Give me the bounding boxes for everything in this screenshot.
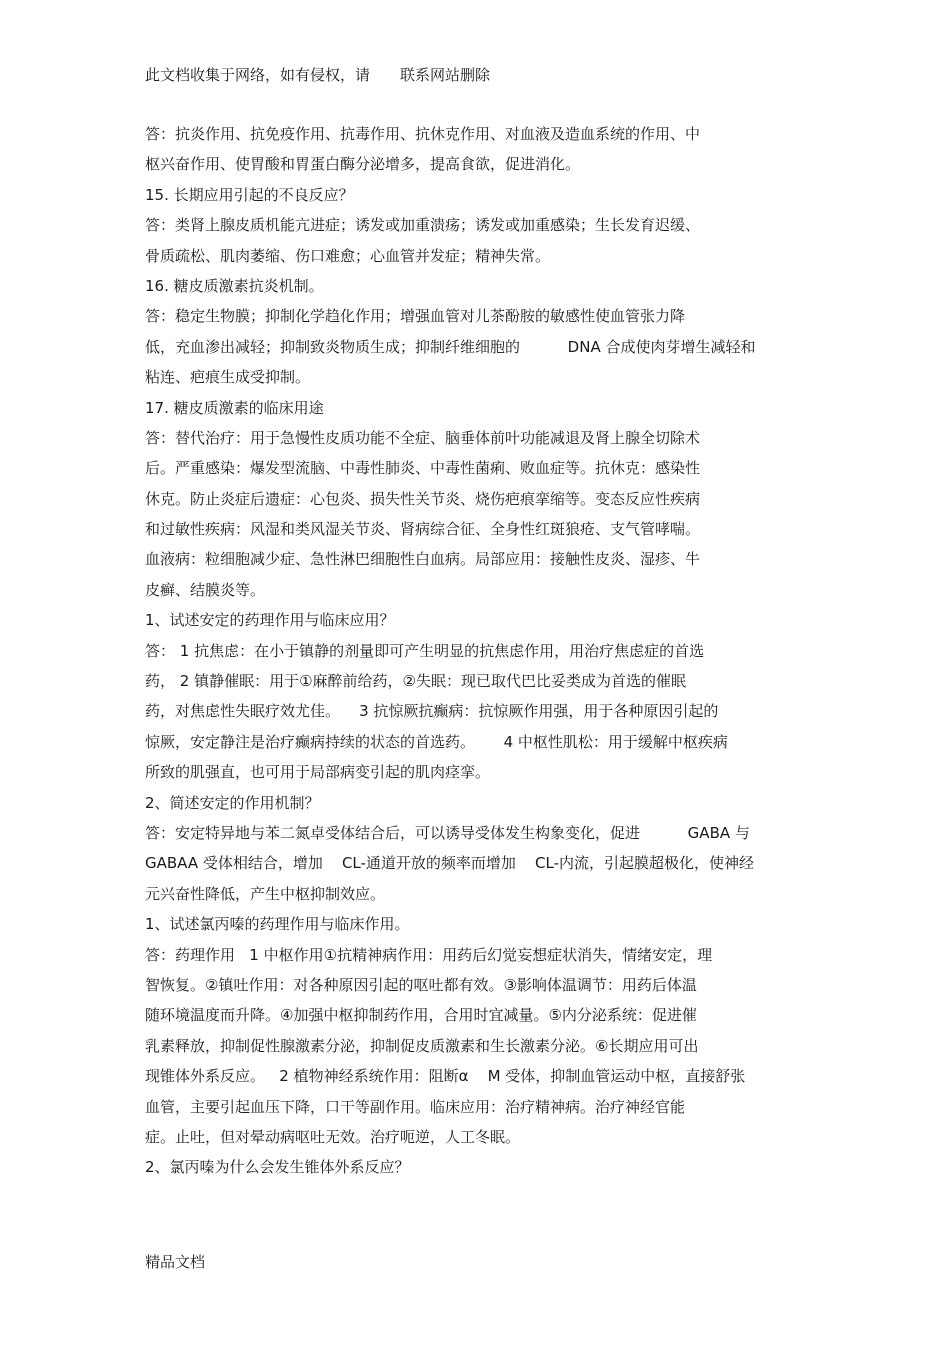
header-left-text: 此文档收集于网络，如有侵权，请 [145, 66, 371, 84]
text-line: 血液病：粒细胞减少症、急性淋巴细胞性白血病。局部应用：接触性皮炎、湿疹、牛 [145, 550, 701, 569]
text-line: 皮癣、结膜炎等。 [145, 580, 266, 599]
question-heading: 1、试述安定的药理作用与临床应用？ [145, 611, 395, 630]
text-line: 症。止吐，但对晕动病呕吐无效。治疗呃逆，人工冬眠。 [145, 1127, 521, 1146]
text-line: 血管，主要引起血压下降，口干等副作用。临床应用：治疗精神病。治疗神经官能 [145, 1097, 686, 1116]
document-body [145, 123, 805, 1187]
question-heading: 15. 长期应用引起的不良反应？ [145, 185, 354, 204]
text-line: 智恢复。②镇吐作用：对各种原因引起的呕吐都有效。③影响体温调节：用药后体温 [145, 975, 697, 994]
question-heading: 16. 糖皮质激素抗炎机制。 [145, 276, 324, 295]
text-line: 答：安定特异地与苯二氮卓受体结合后，可以诱导受体发生构象变化，促进 GABA 与 [145, 823, 750, 842]
text-line: 药， 2 镇静催眠：用于①麻醉前给药，②失眠：现已取代巴比妥类成为首选的催眠 [145, 672, 686, 691]
text-line: 所致的肌强直，也可用于局部病变引起的肌肉痉挛。 [145, 763, 491, 782]
question-heading: 2、简述安定的作用机制？ [145, 793, 320, 812]
text-line: 乳素释放，抑制促性腺激素分泌，抑制促皮质激素和生长激素分泌。⑥长期应用可出 [145, 1036, 699, 1055]
header-right-text: 联系网站删除 [400, 66, 491, 84]
text-line: 后。严重感染：爆发型流脑、中毒性肺炎、中毒性菌痢、败血症等。抗休克：感染性 [145, 459, 701, 478]
text-line: 低，充血渗出减轻；抑制致炎物质生成；抑制纤维细胞的 DNA 合成使肉芽增生减轻和 [145, 337, 756, 356]
text-line: 和过敏性疾病：风湿和类风湿关节炎、肾病综合征、全身性红斑狼疮、支气管哮喘。 [145, 520, 701, 539]
text-line: 粘连、疤痕生成受抑制。 [145, 368, 311, 387]
question-heading: 17. 糖皮质激素的临床用途 [145, 398, 324, 417]
text-line: 骨质疏松、肌肉萎缩、伤口难愈；心血管并发症；精神失常。 [145, 246, 551, 265]
text-line: 枢兴奋作用、使胃酸和胃蛋白酶分泌增多，提高食欲，促进消化。 [145, 155, 581, 174]
text-line: 答：抗炎作用、抗免疫作用、抗毒作用、抗休克作用、对血液及造血系统的作用、中 [145, 125, 701, 143]
text-line: 现锥体外系反应。 2 植物神经系统作用：阻断α M 受体，抑制血管运动中枢，直接舒张 [145, 1067, 746, 1086]
text-line: 答：替代治疗：用于急慢性皮质功能不全症、脑垂体前叶功能减退及肾上腺全切除术 [145, 428, 701, 447]
page-footer: 精品文档 [145, 1253, 206, 1271]
text-line: 答：药理作用 1 中枢作用①抗精神病作用：用药后幻觉妄想症状消失，情绪安定，理 [145, 945, 713, 964]
question-heading: 2、氯丙嗪为什么会发生锥体外系反应？ [145, 1158, 410, 1177]
text-line: 答：稳定生物膜；抑制化学趋化作用；增强血管对儿茶酚胺的敏感性使血管张力降 [145, 307, 686, 326]
text-line: 休克。防止炎症后遗症：心包炎、损失性关节炎、烧伤疤痕挛缩等。变态反应性疾病 [145, 489, 701, 508]
text-line: 元兴奋性降低，产生中枢抑制效应。 [145, 884, 386, 903]
question-heading: 1、试述氯丙嗪的药理作用与临床作用。 [145, 915, 410, 934]
text-line: 药，对焦虑性失眠疗效尤佳。 3 抗惊厥抗癫病：抗惊厥作用强，用于各种原因引起的 [145, 702, 719, 721]
page-header [145, 64, 490, 86]
text-line: GABAA 受体相结合，增加 CL-通道开放的频率而增加 CL-内流，引起膜超极化，使神经 [145, 854, 754, 873]
text-line: 答： 1 抗焦虑：在小于镇静的剂量即可产生明显的抗焦虑作用，用治疗焦虑症的首选 [145, 641, 705, 660]
text-line: 随环境温度而升降。④加强中枢抑制药作用，合用时宜减量。⑤内分泌系统：促进催 [145, 1006, 697, 1025]
text-line: 惊厥，安定静注是治疗癫病持续的状态的首选药。 4 中枢性肌松：用于缓解中枢疾病 [145, 732, 728, 751]
text-line: 答：类肾上腺皮质机能亢进症；诱发或加重溃疡；诱发或加重感染；生长发育迟缓、 [145, 216, 701, 235]
